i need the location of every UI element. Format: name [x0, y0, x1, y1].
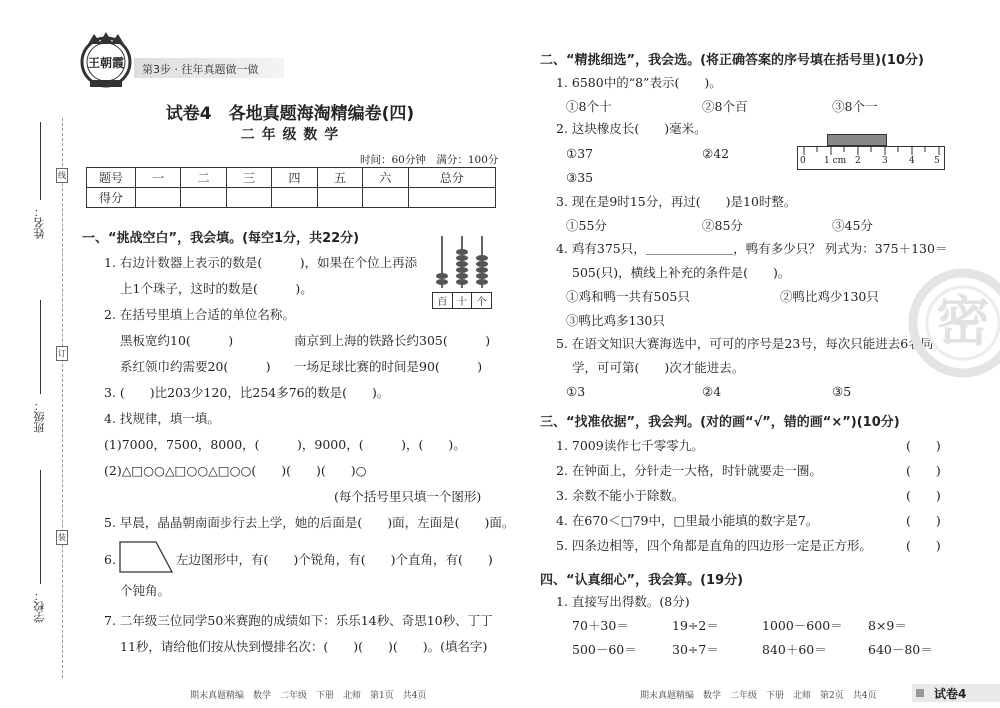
s3-answer-1[interactable]: ( ) — [906, 438, 941, 453]
s4-sub: 1. 直接写出得数。(8分) — [556, 594, 690, 609]
ruler-tick-2: 2 — [855, 156, 861, 166]
s3-item-4: 4. 在670＜□79中，□里最小能填的数字是7。 — [556, 513, 819, 528]
q7-line-b: 11秒，请给他们按从快到慢排名次：( )( )( )。(填名字) — [120, 639, 488, 654]
confidential-seal-watermark — [908, 268, 1000, 378]
brand-logo — [78, 30, 134, 88]
q4-line: 4. 找规律，填一填。 — [104, 411, 220, 426]
q2-c: 系红领巾约需要20( ) — [120, 359, 271, 374]
school-label: 学校： — [33, 590, 46, 623]
s2-q3-opt-2[interactable]: ②85分 — [702, 218, 743, 233]
s3-item-3: 3. 余数不能小于除数。 — [556, 488, 685, 503]
score-cell[interactable] — [317, 188, 362, 208]
s2-q2-opt-1[interactable]: ①37 — [566, 146, 594, 161]
s2-q1-opt-1[interactable]: ①8个十 — [566, 99, 612, 114]
s2-q5-opt-1[interactable]: ①3 — [566, 384, 586, 399]
s2-q2-opt-2[interactable]: ②42 — [702, 146, 730, 161]
q6-line-a: 左边图形中，有( )个锐角，有( )个直角，有( ) — [176, 552, 493, 567]
score-header-cell: 三 — [226, 168, 271, 188]
time-info: 时间：60分钟 满分：100分 — [360, 154, 499, 166]
s2-q4-opt-3[interactable]: ③鸭比鸡多130只 — [566, 313, 665, 328]
class-field[interactable] — [40, 300, 41, 394]
page-title: 试卷4 各地真题海淘精编卷(四) — [165, 104, 415, 124]
s2-q5-line-b: 学，可可第( )次才能进去。 — [572, 360, 745, 375]
ruler-diagram — [797, 134, 947, 170]
score-header-cell: 一 — [136, 168, 181, 188]
trapezoid-figure — [116, 540, 174, 574]
calc-item[interactable]: 70＋30＝ — [572, 618, 629, 633]
abacus-label-ones: 个 — [476, 297, 487, 308]
binding-marker-bind: 订 — [56, 346, 68, 361]
score-table-score-row — [87, 188, 496, 208]
score-header-cell: 总分 — [408, 168, 495, 188]
s2-q5-opt-3[interactable]: ③5 — [832, 384, 852, 399]
q1-line-a: 1. 右边计数器上表示的数是( )，如果在个位上再添 — [104, 255, 418, 270]
score-cell[interactable] — [181, 188, 226, 208]
calc-item[interactable]: 500－60＝ — [572, 642, 637, 657]
s2-q3-opt-3[interactable]: ③45分 — [832, 218, 873, 233]
q4-note: (每个括号里只填一个图形) — [334, 489, 482, 504]
calc-item[interactable]: 8×9＝ — [868, 618, 907, 633]
s2-q4-opt-2[interactable]: ②鸭比鸡少130只 — [780, 289, 879, 304]
s2-q1-opt-2[interactable]: ②8个百 — [702, 99, 748, 114]
q4-b: (2)△□○○△□○○△□○○( )( )( )○ — [104, 463, 367, 478]
ruler-tick-0: 0 — [800, 156, 806, 166]
score-header-cell: 四 — [272, 168, 317, 188]
q6-number: 6. — [104, 552, 116, 567]
ruler-tick-5: 5 — [934, 156, 940, 166]
q1-line-b: 上1个珠子，这时的数是( )。 — [120, 281, 313, 296]
q2-b: 南京到上海的铁路长约305( ) — [294, 333, 491, 348]
q3-line: 3. ( )比203少120，比254多76的数是( )。 — [104, 385, 390, 400]
s2-q1: 1. 6580中的“8”表示( )。 — [556, 75, 722, 90]
score-header-cell: 二 — [181, 168, 226, 188]
s3-item-2: 2. 在钟面上，分针走一大格，时针就要走一圈。 — [556, 463, 822, 478]
calc-item[interactable]: 1000－600＝ — [762, 618, 843, 633]
calc-item[interactable]: 840＋60＝ — [762, 642, 827, 657]
s2-q3-opt-1[interactable]: ①55分 — [566, 218, 607, 233]
s3-answer-3[interactable]: ( ) — [906, 488, 941, 503]
logo-text: 王朝霞 — [87, 56, 124, 70]
step-banner — [134, 58, 284, 78]
footer-left: 期末真题精编 数学 二年级 下册 北师 第1页 共4页 — [190, 691, 427, 701]
section-1-title: 一、“挑战空白”，我会填。(每空1分，共22分) — [82, 231, 360, 246]
section-2-title: 二、“精挑细选”，我会选。(将正确答案的序号填在括号里)(10分) — [540, 53, 924, 68]
badge-label: 试卷4 — [934, 687, 967, 701]
badge-square-icon — [916, 689, 924, 697]
s2-q5-opt-2[interactable]: ②4 — [702, 384, 722, 399]
q5-line: 5. 早晨，晶晶朝南面步行去上学，她的后面是( )面，左面是( )面。 — [104, 515, 515, 530]
q2-line: 2. 在括号里填上合适的单位名称。 — [104, 307, 295, 322]
s2-q4-line-b: 505(只)，横线上补充的条件是( )。 — [572, 265, 791, 280]
class-label: 班级： — [33, 400, 46, 433]
ruler-body — [797, 146, 945, 170]
name-field[interactable] — [40, 122, 41, 200]
ruler-tick-3: 3 — [882, 156, 888, 166]
score-cell[interactable] — [408, 188, 495, 208]
q4-a: (1)7000，7500，8000，( )，9000，( )，( )。 — [104, 437, 466, 452]
score-table — [86, 167, 496, 208]
score-cell[interactable] — [136, 188, 181, 208]
school-field[interactable] — [40, 470, 41, 584]
abacus-diagram — [432, 236, 492, 308]
seal-glyph: 密 — [936, 290, 990, 353]
s2-q1-opt-3[interactable]: ③8个一 — [832, 99, 878, 114]
s3-item-5: 5. 四条边相等，四个角都是直角的四边形一定是正方形。 — [556, 538, 872, 553]
score-header-cell: 五 — [317, 168, 362, 188]
page-subtitle: 二 年 级 数 学 — [240, 127, 340, 143]
s2-q4-opt-1[interactable]: ①鸡和鸭一共有505只 — [566, 289, 690, 304]
q2-a: 黑板宽约10( ) — [120, 333, 234, 348]
score-cell[interactable] — [363, 188, 408, 208]
name-label: 姓名： — [33, 206, 46, 239]
abacus-label-hundreds: 百 — [433, 293, 453, 308]
score-row-label: 得分 — [87, 188, 136, 208]
calc-item[interactable]: 19÷2＝ — [672, 618, 719, 633]
score-header-cell: 六 — [363, 168, 408, 188]
s2-q2: 2. 这块橡皮长( )毫米。 — [556, 121, 707, 136]
section-3-title: 三、“找准依据”，我会判。(对的画“√”，错的画“×”)(10分) — [540, 415, 900, 430]
ruler-tick-1: 1 cm — [824, 156, 847, 166]
s3-item-1: 1. 7009读作七千零零九。 — [556, 438, 704, 453]
binding-marker-staple: 装 — [56, 530, 68, 545]
s3-answer-4[interactable]: ( ) — [906, 513, 941, 528]
score-header-cell: 题号 — [87, 168, 136, 188]
s3-answer-2[interactable]: ( ) — [906, 463, 941, 478]
calc-item[interactable]: 30÷7＝ — [672, 642, 719, 657]
ruler-tick-4: 4 — [909, 156, 915, 166]
binding-dashed-line — [62, 118, 63, 678]
s3-answer-5[interactable]: ( ) — [906, 538, 941, 553]
s2-q2-opt-3[interactable]: ③35 — [566, 170, 594, 185]
footer-badge — [912, 684, 1000, 702]
section-4-title: 四、“认真细心”，我会算。(19分) — [540, 573, 744, 588]
q6-line-b: 个钝角。 — [120, 583, 171, 598]
s2-q4-line-a: 4. 鸡有375只，＿＿＿＿＿＿＿，鸭有多少只？ 列式为：375＋130＝ — [556, 241, 948, 256]
footer-right: 期末真题精编 数学 二年级 下册 北师 第2页 共4页 — [640, 691, 877, 701]
abacus-label-tens: 十 — [453, 293, 473, 308]
q7-line-a: 7. 二年级三位同学50米赛跑的成绩如下：乐乐14秒、奇思10秒、丁丁 — [104, 613, 493, 628]
step-label: 第3步 · 往年真题做一做 — [142, 63, 259, 76]
score-cell[interactable] — [272, 188, 317, 208]
eraser-shape — [827, 134, 887, 146]
s2-q3: 3. 现在是9时15分，再过( )是10时整。 — [556, 194, 797, 209]
score-cell[interactable] — [226, 188, 271, 208]
score-table-header-row — [87, 168, 496, 188]
s2-q5-line-a: 5. 在语文知识大赛海选中，可可的序号是23号，每次只能进去6名同 — [556, 336, 934, 351]
binding-marker-line: 线 — [56, 168, 68, 183]
calc-item[interactable]: 640－80＝ — [868, 642, 933, 657]
q2-d: 一场足球比赛的时间是90( ) — [294, 359, 483, 374]
